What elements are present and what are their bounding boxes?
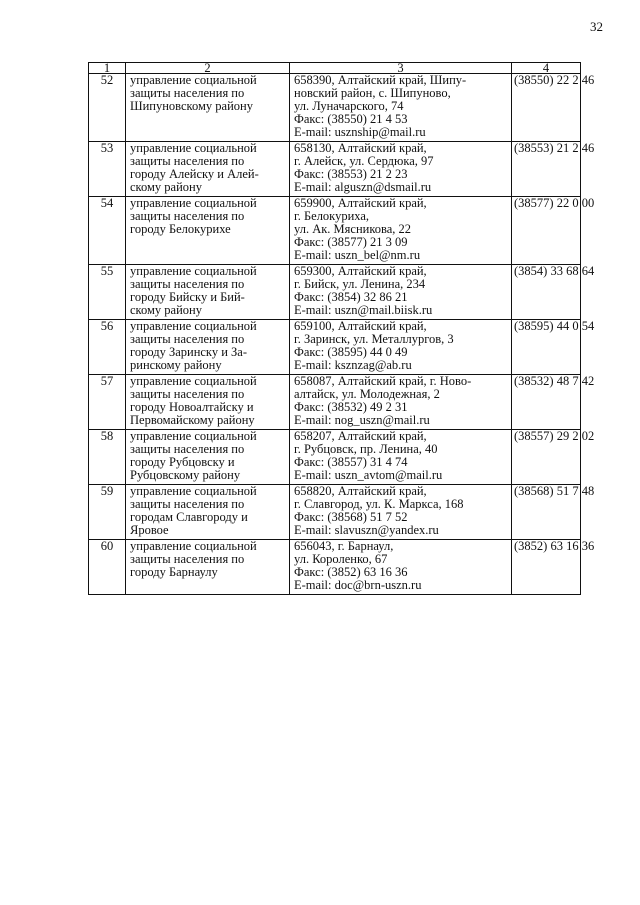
address-cell [290, 142, 512, 197]
address-line: E-mail: uszn_avtom@mail.ru [294, 468, 443, 482]
organization-name-cell [126, 375, 290, 430]
address-line: E-mail: nog_uszn@mail.ru [294, 413, 430, 427]
address-line: новский район, с. Шипуново, [294, 86, 451, 100]
address-line: г. Славгород, ул. К. Маркса, 168 [294, 497, 464, 511]
address-line: 658207, Алтайский край, [294, 429, 427, 443]
organization-name-cell [126, 142, 290, 197]
table-row [89, 74, 581, 142]
phone-cell: (3852) 63 16 36 [512, 540, 581, 595]
organization-name-line: Первомайскому району [130, 413, 255, 427]
organization-name-line: управление социальной [130, 264, 257, 278]
address-line: E-mail: doc@brn-uszn.ru [294, 578, 422, 592]
organization-name-line: городу Алейску и Алей- [130, 167, 259, 181]
row-number-cell: 59 [89, 485, 126, 540]
organization-name-line: управление социальной [130, 539, 257, 553]
organization-name-cell [126, 74, 290, 142]
address-line: Факс: (38553) 21 2 23 [294, 167, 408, 181]
address-line: E-mail: alguszn@dsmail.ru [294, 180, 432, 194]
address-line: E-mail: usznship@mail.ru [294, 125, 426, 139]
row-number-cell: 54 [89, 197, 126, 265]
address-line: ул. Короленко, 67 [294, 552, 388, 566]
phone-cell: (38550) 22 2 46 [512, 74, 581, 142]
organization-name-line: Шипуновскому району [130, 99, 253, 113]
organization-name-line: скому району [130, 180, 202, 194]
organization-name-line: городу Белокурихе [130, 222, 231, 236]
column-header-1: 1 [89, 63, 126, 74]
address-line: 658087, Алтайский край, г. Ново- [294, 374, 472, 388]
address-line: ул. Ак. Мясникова, 22 [294, 222, 412, 236]
address-line: г. Алейск, ул. Сердюка, 97 [294, 154, 434, 168]
organization-name-line: управление социальной [130, 374, 257, 388]
organization-name-line: защиты населения по [130, 154, 245, 168]
phone-cell: (3854) 33 68 64 [512, 265, 581, 320]
address-line: 659300, Алтайский край, [294, 264, 427, 278]
organization-name-line: городам Славгороду и [130, 510, 248, 524]
organization-name-line: защиты населения по [130, 277, 245, 291]
organization-name-line: управление социальной [130, 196, 257, 210]
organization-name-line: защиты населения по [130, 332, 245, 346]
column-header-3: 3 [290, 63, 512, 74]
address-cell [290, 375, 512, 430]
address-line: Факс: (38532) 49 2 31 [294, 400, 408, 414]
organization-name-line: защиты населения по [130, 552, 245, 566]
address-line: Факс: (38550) 21 4 53 [294, 112, 408, 126]
organization-name-line: управление социальной [130, 319, 257, 333]
address-line: Факс: (38568) 51 7 52 [294, 510, 408, 524]
organization-name-line: защиты населения по [130, 497, 245, 511]
address-line: E-mail: uszn_bel@nm.ru [294, 248, 421, 262]
organization-name-line: управление социальной [130, 429, 257, 443]
address-cell [290, 540, 512, 595]
table-row [89, 485, 581, 540]
organization-name-line: защиты населения по [130, 209, 245, 223]
address-line: Факс: (3852) 63 16 36 [294, 565, 408, 579]
address-line: Факс: (38595) 44 0 49 [294, 345, 408, 359]
address-line: 658820, Алтайский край, [294, 484, 427, 498]
organization-name-line: городу Бийску и Бий- [130, 290, 245, 304]
organization-name-line: защиты населения по [130, 86, 245, 100]
table-header-row [89, 63, 581, 74]
address-line: г. Заринск, ул. Металлургов, 3 [294, 332, 454, 346]
organization-name-line: Яровое [130, 523, 169, 537]
table-row [89, 430, 581, 485]
organization-name-line: скому району [130, 303, 202, 317]
row-number-cell: 58 [89, 430, 126, 485]
address-line: 659900, Алтайский край, [294, 196, 427, 210]
address-cell [290, 74, 512, 142]
phone-cell: (38568) 51 7 48 [512, 485, 581, 540]
phone-cell: (38532) 48 7 42 [512, 375, 581, 430]
address-line: E-mail: ksznzag@ab.ru [294, 358, 412, 372]
table-row [89, 142, 581, 197]
organization-name-cell [126, 197, 290, 265]
organization-name-cell [126, 320, 290, 375]
address-line: Факс: (3854) 32 86 21 [294, 290, 408, 304]
address-line: E-mail: uszn@mail.biisk.ru [294, 303, 433, 317]
address-line: 659100, Алтайский край, [294, 319, 427, 333]
organization-name-line: городу Заринску и За- [130, 345, 247, 359]
table-body [89, 73, 595, 595]
organization-name-line: управление социальной [130, 484, 257, 498]
address-cell [290, 485, 512, 540]
address-cell [290, 430, 512, 485]
table-row [89, 540, 581, 595]
address-line: 658130, Алтайский край, [294, 141, 427, 155]
organization-name-line: Рубцовскому району [130, 468, 241, 482]
organization-name-line: городу Барнаулу [130, 565, 218, 579]
address-line: 658390, Алтайский край, Шипу- [294, 73, 467, 87]
organization-name-cell [126, 265, 290, 320]
address-line: Факс: (38577) 21 3 09 [294, 235, 408, 249]
address-line: 656043, г. Барнаул, [294, 539, 394, 553]
address-line: Факс: (38557) 31 4 74 [294, 455, 408, 469]
organization-name-line: ринскому району [130, 358, 222, 372]
address-line: г. Белокуриха, [294, 209, 370, 223]
column-header-2: 2 [126, 63, 290, 74]
address-cell [290, 265, 512, 320]
row-number-cell: 53 [89, 142, 126, 197]
row-number-cell: 56 [89, 320, 126, 375]
row-number-cell: 52 [89, 74, 126, 142]
phone-cell: (38595) 44 0 54 [512, 320, 581, 375]
organization-name-cell [126, 485, 290, 540]
table-row [89, 265, 581, 320]
organization-name-line: защиты населения по [130, 442, 245, 456]
organization-name-line: городу Рубцовску и [130, 455, 235, 469]
contacts-table [88, 61, 595, 595]
phone-cell: (38553) 21 2 46 [512, 142, 581, 197]
organization-name-line: управление социальной [130, 141, 257, 155]
row-number-cell: 57 [89, 375, 126, 430]
row-number-cell: 55 [89, 265, 126, 320]
table-row [89, 197, 581, 265]
address-line: г. Бийск, ул. Ленина, 234 [294, 277, 426, 291]
table-row [89, 375, 581, 430]
address-line: алтайск, ул. Молодежная, 2 [294, 387, 440, 401]
organization-name-line: управление социальной [130, 73, 257, 87]
address-line: E-mail: slavuszn@yandex.ru [294, 523, 439, 537]
phone-cell: (38577) 22 0 00 [512, 197, 581, 265]
page-number: 32 [590, 19, 603, 34]
address-cell [290, 197, 512, 265]
address-line: ул. Луначарского, 74 [294, 99, 404, 113]
row-number-cell: 60 [89, 540, 126, 595]
table-row [89, 320, 581, 375]
address-cell [290, 320, 512, 375]
organization-name-line: городу Новоалтайску и [130, 400, 254, 414]
organization-name-cell [126, 540, 290, 595]
organization-name-line: защиты населения по [130, 387, 245, 401]
organization-name-cell [126, 430, 290, 485]
address-line: г. Рубцовск, пр. Ленина, 40 [294, 442, 438, 456]
column-header-4: 4 [512, 63, 581, 74]
phone-cell: (38557) 29 2 02 [512, 430, 581, 485]
